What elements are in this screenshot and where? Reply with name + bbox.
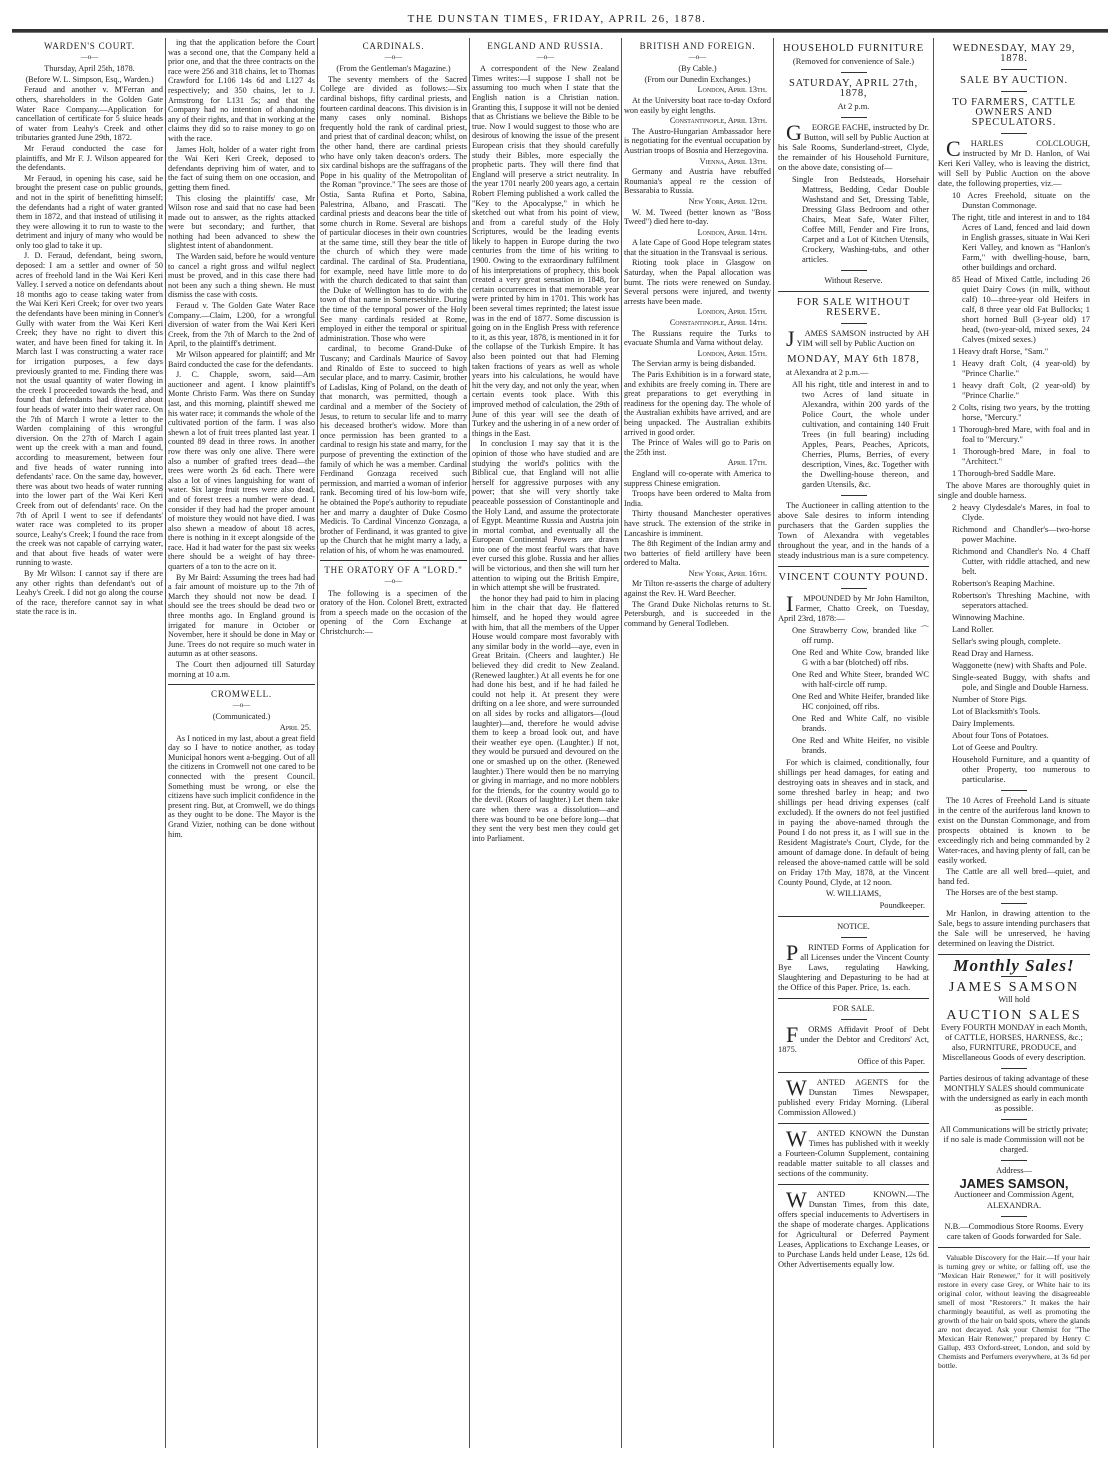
list-item: Richmond and Chandler's—two-horse power Machine. xyxy=(952,525,1090,544)
centered-line: ALEXANDRA. xyxy=(986,1201,1042,1210)
dateline: New York, April 12th. xyxy=(688,196,767,206)
list-item: Sellar's swing plough, complete. xyxy=(952,637,1061,646)
list-item: 1 Heavy draft Horse, "Sam." xyxy=(952,347,1049,356)
centered-line: (Before W. L. Simpson, Esq., Warden.) xyxy=(25,74,154,84)
dateline: London, April 13th. xyxy=(697,85,767,95)
separator: —o— xyxy=(80,52,99,61)
paragraph: Mr Tilton re-asserts the charge of adultery against the Rev. H. Ward Beecher. xyxy=(624,579,771,599)
list-item: One Red and White Heifer, branded like HC conjoined, off ribs. xyxy=(792,692,929,711)
centered-line: (Removed for convenience of Sale.) xyxy=(792,57,915,66)
paragraph: For which is claimed, conditionally, four shillings per head damages, for eating and destroying oats in sheaves and in stack, and some threshed barley in heap; and two shillings per head driving expenses (calf excluded). If the owners do not feel justified in paying the above-named through the Pound I do not press it, as I will sue in the Resident Magistrate's Court, Clyde, for the amount of damage done. In default of being released the above-named cattle will be sold on Friday 17th May, 1878, at the Vincent County Pound, Clyde, at 12 noon. xyxy=(778,758,929,887)
list-item: 1 Heavy draft Colt, (4 year-old) by "Prince Charlie." xyxy=(952,359,1090,378)
centered-line: Thursday, April 25th, 1878. xyxy=(44,64,135,74)
ad-heading: WEDNESDAY, MAY 29, 1878. xyxy=(952,43,1076,64)
list-item: 2 Colts, rising two years, by the trotting horse, "Mercury." xyxy=(952,403,1090,422)
short-rule xyxy=(841,495,867,496)
centered-line: (By Cable.) xyxy=(678,64,717,74)
centered-line: NOTICE. xyxy=(837,922,870,931)
drop-cap-paragraph: IMPOUNDED by Mr John Hamilton, Farmer, Chatto Creek, on Tuesday, April 23rd, 1878:— xyxy=(778,591,929,623)
paragraph: Mr Feraud conducted the case for plaintiffs, and Mr F. J. Wilson appeared for the defendants. xyxy=(16,143,163,173)
dateline: New York, April 16th. xyxy=(688,568,767,578)
list-item: Single Iron Bedsteads, Horsehair Mattress, Bedding, Cedar Double Washstand and Set, Dressing Table, Dressing Glass Bedroom and other Chairs, Meat Safe, Water Filter, Coffee Mill, Fender and Fire Irons, Carpet and a Lot of Kitchen Utensils, Crockery, Washing-tubs, and other articles. xyxy=(792,175,929,264)
centered-line: (From the Gentleman's Magazine.) xyxy=(336,64,451,74)
newspaper-page xyxy=(14,38,1110,1448)
paragraph: The Paris Exhibition is in a forward state, and exhibits are freely coming in. There are great preparations to get everything in readiness for the opening day. The whole of the Australian exhibits have arrived, and are being unpacked. The Australian exhibits arrived in good order. xyxy=(624,370,771,437)
paragraph: By Mr Baird: Assuming the trees had had a fair amount of moisture up to the 7th of March they should not now be dead. I should see the trees should be dead two or three months ago. In England ground is irrigated for manure in October or November, here it should be done in May or June. Trees do not require so much water in autumn as at other seasons. xyxy=(168,572,315,659)
separator: —o— xyxy=(688,52,707,61)
paragraph: the honor they had paid to him in placing him in the chair that day. He flattered himself, and he hoped they would agree with him, that all the members of the Upper House would compare most favorably with any similar body in the world—aye, even in Great Britain. (Cheers and laughter.) He believed they did credit to New Zealand. (Renewed laughter.) At all events he for one had done his best, and if he had failed he could not help it. At present they were drifting on a lee shore, and were surrounded on all sides by rocks and alligators—(loud laughter)—and, therefore he would advise them to keep a broad look out, and have their weather eye open. (Laughter.) If not, they would be pursued and devoured on the one or smashed up on the other. (Renewed laughter.) There would then be no marrying or giving in marriage, and no more nobblers for the friends, for the country would go to the devil. (Roars of laughter.) Let them take care when there was a dissolution—and there was bound to be one before long—that they sent the very best men they could get into Parliament. xyxy=(472,593,619,843)
paragraph: England will co-operate with America to suppress Chinese emigration. xyxy=(624,468,771,488)
paragraph: Mr Hanlon, in drawing attention to the Sale, begs to assure intending purchasers that the Sale will be unreserved, he having determined on leaving the District. xyxy=(938,909,1090,948)
short-rule xyxy=(1001,1068,1027,1069)
article-heading: CARDINALS. xyxy=(362,41,425,51)
paragraph: Mr Feraud, in opening his case, said he brought the present case on public grounds, and not in the spirit of benefitting himself; the defendants had a right of water granted them in 1872, and that instead of utilising it they were allowing it to run to waste to the detriment and injury of many who would be only too glad to take it up. xyxy=(16,173,163,250)
paragraph: The above Mares are thoroughly quiet in single and double harness. xyxy=(938,481,1090,500)
centered-line: All Communications will be strictly private; if no sale is made Commission will not be charged. xyxy=(939,1125,1089,1154)
list-item: Single-seated Buggy, with shafts and pole, and Single and Double Harness. xyxy=(952,673,1090,692)
separator: —o— xyxy=(384,577,403,586)
news-column xyxy=(470,38,622,1448)
paragraph: The Court then adjourned till Saturday morning at 10 a.m. xyxy=(168,660,315,679)
centered-line: N.B.—Commodious Store Rooms. Every care taken of Goods forwarded for Sale. xyxy=(944,1222,1084,1241)
short-rule xyxy=(1001,1160,1027,1161)
article-heading: BRITISH AND FOREIGN. xyxy=(639,41,756,51)
paragraph: The Cattle are all well bred—quiet, and hand fed. xyxy=(938,867,1090,886)
drop-cap-paragraph: FORMS Affidavit Proof of Debt under the Debtor and Creditors' Act, 1875. xyxy=(778,1022,929,1054)
short-rule xyxy=(1001,1216,1027,1217)
paragraph: The Warden said, before he would venture to cancel a right gross and wilful neglect must be proved, and in this case there had not been any such a thing shewn. He must dismiss the case with costs. xyxy=(168,252,316,300)
list-item: All his right, title and interest in and to two Acres of land situate in Alexandra, within 200 yards of the Police Court, the whole under cultivation, and containing 140 Fruit Trees (in full bearing) including Apples, Pears, Peaches, Apricots, Cherries, Plums, Berries, of every description, Vines, &c. Together with the Dwelling-house thereon, and garden Utensils, &c. xyxy=(792,380,929,489)
paragraph: The 8th Regiment of the Indian army and two batteries of field artillery have been ordered to Malta. xyxy=(624,539,771,568)
ad-heading: HOUSEHOLD FURNITURE xyxy=(783,43,924,54)
drop-cap-paragraph: WANTED KNOWN.—The Dunstan Times, from this date, offers special inducements to Advertisers in the shape of moderate charges. Applications for Agricultural or Deferred Payment Leases, Applications to Exchange Leases, or to Purchase Lands held under Lease, 12s 6d. Other Advertisements equally low. xyxy=(778,1187,929,1269)
drop-cap-paragraph: CHARLES COLCLOUGH, instructed by Mr D. Hanlon, of Wai Keri Keri Valley, who is leaving the district, will Sell by Public Auction on the above date, the following properties, viz.— xyxy=(938,136,1090,188)
list-item: One Strawberry Cow, branded like ⌒ off rump. xyxy=(792,626,929,645)
centered-line: Address— xyxy=(996,1166,1032,1175)
short-rule xyxy=(1001,1119,1027,1120)
paragraph: Troops have been ordered to Malta from India. xyxy=(624,489,771,508)
ad-heading: MONDAY, MAY 6th 1878, xyxy=(787,354,920,365)
list-item: One Red and White Calf, no visible brands. xyxy=(792,714,929,733)
paragraph: The Russians require the Turks to evacuate Shumla and Varna without delay. xyxy=(624,328,771,348)
separator: —o— xyxy=(536,52,555,61)
short-rule xyxy=(1001,133,1027,134)
short-rule xyxy=(841,588,867,589)
news-column xyxy=(318,38,470,1448)
paragraph: The seventy members of the Sacred College are divided as follows:—Six cardinal bishops, fifty cardinal priests, and fourteen cardinal deacons. This division is in many cases only nominal. Bishops frequently hold the rank of cardinal priest, and priest that of cardinal deacon; whilst, on the other hand, there are cardinal priests who have only taken deacon's orders. The six cardinal bishops are the suffragans of the Pope in his quality of the Metropolitan of the Roman "province." The sees are those of Ostia, Santa Rufina et Porto, Sabina, Palestrina, Albano, and Frascati. The cardinal priests and deacons bear the title of some church in Rome. Several are bishops of particular dioceses in their own countries at the same time, still they bear the title of the church of which they were made cardinal. The cardinal of Sta. Prudentiana, for example, need have little more to do with the church dedicated to that saint than the Duke of Wellington has to do with the town of that name in Somersetshire. During the time of the temporal power of the Holy See many cardinals resided at Rome, employed in either the temporal or spiritual administration. Those who were xyxy=(320,74,467,343)
paragraph: Rioting took place in Glasgow on Saturday, when the Papal allocation was burnt. The riots were renewed on Sunday. Several persons were injured, and twenty arrests have been made. xyxy=(624,258,771,306)
short-rule xyxy=(841,270,867,271)
paragraph: J. C. Chapple, sworn, said—Am auctioneer and agent. I know plaintiff's Monte Christo Farm. Was there on Sunday last, and this morning, plaintiff shewed me his water race; it commands the whole of the cultivated portion of the farm. I was also shewn a lot of fruit trees planted last year. I counted 89 dead in three rows. In another row there was only one alive. There were also a number of grafted trees dead—the trees were worth 2s 6d each. There were also a lot of vines languishing for want of water. Six large fruit trees were also dead, and of forest trees a number were dead. I consider if they had had the proper amount of moisture they would not have died. I was also shewn a meadow of about 18 acres, there is nothing in it except alongside of the race. Had it had water for the past six weeks there should be a weight of hay three-quarters of a ton to the acre on it. xyxy=(168,370,315,572)
paragraph: The following is a specimen of the oratory of the Hon. Colonel Brett, extracted from a speech made on the occasion of the opening of the Corn Exchange at Christchurch:— xyxy=(320,588,467,637)
dateline: April 17th. xyxy=(727,458,767,468)
list-item: One Red and White Cow, branded like G with a bar (blotched) off ribs. xyxy=(792,648,929,667)
ad-title: JAMES SAMSON xyxy=(948,980,1080,995)
paragraph: The Auctioneer in calling attention to the above Sale desires to inform intending purchasers that the Garden supplies the Town of Alexandra with vegetables throughout the year, and in the hands of a steady industrious man is a sure competency. xyxy=(778,501,929,560)
short-rule xyxy=(841,117,867,118)
separator: —o— xyxy=(232,700,251,709)
short-rule xyxy=(841,72,867,73)
ad-banner: Monthly Sales! xyxy=(953,956,1075,975)
centered-line: FOR SALE. xyxy=(832,1004,875,1013)
list-item: About four Tons of Potatoes. xyxy=(952,731,1049,740)
paragraph: The Prince of Wales will go to Paris on the 25th inst. xyxy=(624,438,771,457)
article-heading: ENGLAND AND RUSSIA. xyxy=(487,41,604,51)
paragraph: As I noticed in my last, about a great field day so I have to notice another, as today Municipal honors went a-begging. Out of all the citizens in Cromwell not one cared to be connected with the present Council. Something must be wrong, or else the citizens have such implicit confidence in the present ring. But, at Cromwell, we do things as they ought to be done. The Mayor is the Grand Vizier, nothing can be done without him. xyxy=(168,733,315,839)
paragraph: Mr Wilson appeared for plaintiff; and Mr Baird conducted the case for the defendants. xyxy=(168,350,315,369)
paragraph: Germany and Austria have rebuffed Roumania's appeal re the cession of Bessarabia to Russia. xyxy=(624,167,771,196)
short-rule xyxy=(1001,976,1027,977)
drop-cap-paragraph: PRINTED Forms of Application for all Licenses under the Vincent County Bye Laws, regulating Hawking, Slaughtering and Depasturing to be had at the Office of this Paper. Price, 1s. each. xyxy=(778,940,929,992)
paragraph: A correspondent of the New Zealand Times writes:—I suppose I shall not be assuming too much when I state that the English nation is a Christian nation. Granting this, I suppose it will not be denied that as Christians we believe the Bible to be true. Now I would suggest to those who are desirous of knowing the issue of the present European crisis that they should carefully study their Bibles, more especially the prophetic parts. They will there find that England will preserve a strict neutrality. In the year 1701 nearly 200 years ago, a certain Robert Fleming published a work called the "Key to the Apocalypse," in which he sketched out what from his point of view, and from a careful study of the Holy Scriptures, would be the leading events likely to happen in Europe during the two centuries from the time of his writing to 1900. Owing to the extraordinary fulfilment of his interpretations of prophecy, this book created a very great sensation in 1848, for certain occurrences in that memorable year were printed by him in 1701. This work has been several times reprinted; the latest issue was in the end of 1877. Some discussion is going on in the English Press with reference to it, as this year, 1878, is mentioned in it for the collapse of the Turkish Empire. It has also been pointed out that had Fleming taken fractions of years as well as whole years into his calculations, he would have hit the very day, and not only the year, when certain events took place. With this improved method of calculation, the 29th of June of this year will see the death of Turkey and the ushering in of a new order of things in the East. xyxy=(472,64,619,438)
drop-cap-paragraph: WANTED KNOWN the Dunstan Times has published with it weekly a Fourteen-Column Supplement, containing readable matter suitable to all classes and sections of the community. xyxy=(778,1126,929,1178)
dateline: April 25. xyxy=(279,722,311,732)
list-item: Robertson's Reaping Machine. xyxy=(952,579,1055,588)
column-rule xyxy=(778,916,929,917)
column-rule xyxy=(938,1247,1090,1248)
short-rule xyxy=(1001,91,1027,92)
list-item: 1 Thorough-bred Mare, with foal and in foal to "Mercury." xyxy=(952,425,1090,444)
list-item: 2 heavy Clydesdale's Mares, in foal to Clyde. xyxy=(952,503,1090,522)
centered-line: Every FOURTH MONDAY in each Month, of CATTLE, HORSES, HARNESS, &c.; also, FURNITURE, PRODUCE, and Miscellaneous Goods of every description. xyxy=(940,1023,1088,1062)
list-item: 1 Thorough-bred Mare, in foal to "Architect." xyxy=(952,447,1090,466)
paragraph: In conclusion I may say that it is the opinion of those who have studied and are studying the world's politics with the Biblical cue, that England will not allie herself for aggressive purposes with any power; that she will very shortly take peaceable possession of Constantinople and the Holy Land, and assume the protectorate of Egypt. Meantime Russia and Austria join in mortal combat, and eventually all the European Continental Powers are drawn into one of the most fearful wars that have ever cursed this globe. Russia and her allies will be victorious, and then she will turn her attention to wiping out the British Empire, in which attempt she will be frustrated. xyxy=(472,439,619,593)
paragraph: The Grand Duke Nicholas returns to St. Petersburgh, and is succeeded in the command by General Todleben. xyxy=(624,599,771,628)
dateline: London, April 15th. xyxy=(697,307,767,317)
dateline: Constantinople, April 14th. xyxy=(669,318,767,328)
signature: Poundkeeper. xyxy=(879,901,925,910)
centered-line: Without Reserve. xyxy=(824,276,883,285)
column-rule xyxy=(778,291,929,292)
centered-line: (Communicated.) xyxy=(212,712,271,722)
dateline: Constantinople, April 13th. xyxy=(669,116,767,126)
column-rule xyxy=(320,560,467,561)
paragraph: Feraud and another v. M'Ferran and others, shareholders in the Golden Gate Water Race Company.—Application for cancellation of certificate for 5 sluice heads of water from Leahy's Creek and other tributaries granted June 29th, 1872. xyxy=(16,85,163,143)
centered-line: Parties desirous of taking advantage of these MONTHLY SALES should communicate with the undersigned as early in each month as possible. xyxy=(939,1074,1089,1113)
column-rule xyxy=(778,1123,929,1124)
drop-cap-paragraph: GEORGE FACHE, instructed by Dr. Button, will sell by Public Auction at his Sale Rooms, Sunderland-street, Clyde, the remainder of his Household Furniture, on the above date, consisting of— xyxy=(778,120,929,172)
paragraph: This closing the plaintiffs' case, Mr Wilson rose and said that no case had been made out to answer, as the rights attacked were but secondary; and further, that nothing had been advanced to shew the slightest intent of abandonment. xyxy=(168,193,315,251)
short-rule xyxy=(841,323,867,324)
ad-heading: VINCENT COUNTY POUND. xyxy=(778,572,929,583)
paragraph: ing that the application before the Court was a second one, that the Company held a prior one, and that the three contracts on the race were 256 and 318 chains, let to Thomas Crawford for L106 14s 6d and L127 4s respectively; and 350 chains, let to J. Armstrong for L131 5s; and that the Company had no intention of abandoning any of their rights, and that in working at the claims they did so to raise money to go on with the race. xyxy=(168,38,315,143)
short-rule xyxy=(1001,903,1027,904)
list-item: Robertson's Threshing Machine, with seperators attached. xyxy=(952,591,1090,610)
paragraph: Feraud v. The Golden Gate Water Race Company.—Claim, L200, for a wrongful diversion of water from the Wai Keri Keri Creek, from the 7th of March to the 2nd of April, to the plaintiff's detriment. xyxy=(168,301,315,349)
paragraph: James Holt, holder of a water right from the Wai Keri Keri Creek, deposed to defendants depriving him of water, and to the fact of suing them on one occasion, and getting them fined. xyxy=(168,144,315,192)
ad-heading: SATURDAY, APRIL 27th, 1878, xyxy=(788,78,919,99)
drop-cap-paragraph: JAMES SAMSON instructed by AH YIM will sell by Public Auction on xyxy=(786,326,929,351)
column-rule xyxy=(778,998,929,999)
dateline: London, April 15th. xyxy=(697,348,767,358)
paragraph: at Alexandra at 2 p.m.— xyxy=(786,368,869,377)
dateline: London, April 14th. xyxy=(697,227,767,237)
masthead: THE DUNSTAN TIMES, FRIDAY, APRIL 26, 1878. xyxy=(407,13,707,25)
short-rule xyxy=(1001,69,1027,70)
list-item: 1 Thorough-bred Saddle Mare. xyxy=(952,469,1056,478)
ad-heading: SALE BY AUCTION. xyxy=(960,75,1068,86)
paragraph: J. D. Feraud, defendant, being sworn, deposed: I am a settler and owner of 50 acres of freehold land in the Wai Keri Keri Valley. I served a notice on defendants about 18 months ago to cease taking water from the Wai Keri Keri Creek; for over two years the defendants have been mining in Conner's Gully with water from the Wai Keri Keri Creek; they have no right to divert this water, and have been fined for taking it. In March last I was constructing a water race for irrigation purposes, a few days previously granted to me. Finding there was not the usual quantity of water flowing in the creek I proceeded towards the head, and found that defendants had diverted about four heads of water into their water race. On the 7th of March I wrote a letter to the Warden complaining of this wrongful diversion. On the 27th of March I again went up the creek with a man and found, according to measurement, between four and five heads of water running into defendants' race. On the same day, however, there was about two heads of water running into the lower part of the Wai Keri Keri Creek from out of defendants' race. On the 7th of April I went to see if defendants' water race was completed to its proper source, Leahy's Creek; I found the race from the creek was not capable of carrying water, and that about five heads of water were running to waste. xyxy=(16,251,163,568)
column-rule xyxy=(778,1184,929,1185)
paragraph: Thirty thousand Manchester operatives have struck. The extension of the strike in Lancashire is imminent. xyxy=(624,509,771,538)
list-item: The right, title and interest in and to 184 Acres of Land, fenced and laid down in English grasses, situate in Wai Keri Keri Valley, and known as "Hanlon's Farm," with dwelling-house, barn, other buildings and orchard. xyxy=(952,213,1090,272)
advertisement-column xyxy=(934,38,1094,1448)
advertisement-column xyxy=(774,38,934,1448)
list-item: Waggonette (new) with Shafts and Pole. xyxy=(952,661,1087,670)
list-item: Richmond and Chandler's No. 4 Chaff Cutter, with riddle attached, and new belt. xyxy=(952,547,1090,576)
list-item: One Red and White Steer, branded WC with half-circle off rump. xyxy=(792,670,929,689)
news-column xyxy=(622,38,774,1448)
centered-line: (From our Dunedin Exchanges.) xyxy=(644,74,751,84)
short-rule xyxy=(1001,790,1027,791)
separator: —o— xyxy=(384,52,403,61)
signature: Office of this Paper. xyxy=(857,1057,925,1066)
paragraph: The 10 Acres of Freehold Land is situate in the centre of the auriferous land known to exist on the Dunstan Commonage, and from prospects obtained is known to be exceedingly rich and being commanded by 2 Water-races, and having plenty of fall, can be easily worked. xyxy=(938,796,1090,865)
article-heading: WARDEN'S COURT. xyxy=(44,41,135,51)
short-rule xyxy=(841,937,867,938)
column-rule xyxy=(778,566,929,567)
list-item: Read Dray and Harness. xyxy=(952,649,1034,658)
paragraph: The Horses are of the best stamp. xyxy=(946,888,1058,897)
column-rule xyxy=(938,954,1090,955)
list-item: Household Furniture, and a quantity of other Property, too numerous to particularise. xyxy=(952,755,1090,784)
centered-line: Auctioneer and Commission Agent, xyxy=(953,1190,1075,1199)
drop-cap-paragraph: WANTED AGENTS for the Dunstan Times Newspaper, published every Friday Morning. (Liberal Commission Allowed.) xyxy=(778,1075,929,1117)
paragraph: The Austro-Hungarian Ambassador here is negotiating for the eventual occupation by Austrian troops of Bosnia and Herzegovina. xyxy=(624,126,771,155)
column-rule xyxy=(778,1072,929,1073)
news-column xyxy=(14,38,166,1448)
list-item: Lot of Geese and Poultry. xyxy=(952,743,1038,752)
paragraph: A late Cape of Good Hope telegram states that the situation in the Transvaal is serious. xyxy=(624,238,771,257)
list-item: One Red and White Heifer, no visible brands. xyxy=(792,736,929,755)
list-item: 85 Head of Mixed Cattle, including 26 quiet Dairy Cows (in milk, without calf) 10—three-year old Heifers in calf, 8 three year old Fat Bullocks; 1 short horned Bull (3-year old) 17 head, (two-year-old, mixed sexes, 24 Calves (mixed sexes.) xyxy=(952,275,1090,344)
dateline: Vienna, April 13th. xyxy=(699,156,767,166)
news-column xyxy=(166,38,318,1448)
article-heading: THE ORATORY OF A "LORD." xyxy=(324,565,463,576)
list-item: 10 Acres Freehold, situate on the Dunstan Commonage. xyxy=(952,191,1090,210)
paragraph: W. M. Tweed (better known as "Boss Tweed") died here to-day. xyxy=(624,207,771,227)
article-heading: CROMWELL. xyxy=(211,689,272,700)
short-rule xyxy=(841,1019,867,1020)
paragraph: By Mr Wilson: I cannot say if there are any other rights than defendant's out of Leahy's Creek. I did not go along the course of the race, therefore cannot say in what state the race is in. xyxy=(16,569,163,617)
centered-line: Will hold xyxy=(998,995,1030,1004)
list-item: Lot of Blacksmith's Tools. xyxy=(952,707,1041,716)
list-item: Land Roller. xyxy=(952,625,994,634)
ad-title: AUCTION SALES xyxy=(946,1008,1082,1023)
paragraph: At the University boat race to-day Oxford won easily by eight lengths. xyxy=(624,95,771,115)
ad-heading: FOR SALE WITHOUT RESERVE. xyxy=(796,297,911,318)
small-paragraph: Valuable Discovery for the Hair.—If your hair is turning grey or white, or falling off, use the "Mexican Hair Renewer," for it will positively restore in every case Grey, or White hair to its original color, without leaving the disagreeable smell of most "Restorers." It makes the hair charmingly beautiful, as well as promoting the growth of the hair on bald spots, where the glands are not decayed. Ask your Chemist for "The Mexican Hair Renewer," prepared by Henry C Gallup, 493 Oxford-street, London, and sold by Chemists and Perfumers everywhere, at 3s 6d per bottle. xyxy=(938,1253,1090,1370)
centered-line: W. WILLIAMS, xyxy=(825,889,882,898)
list-item: 1 heavy draft Colt, (2 year-old) by "Prince Charlie." xyxy=(952,381,1090,400)
column-rule xyxy=(168,684,315,685)
ad-name: JAMES SAMSON, xyxy=(959,1176,1069,1191)
ad-heading: TO FARMERS, CATTLE OWNERS AND SPECULATORS. xyxy=(952,97,1076,128)
list-item: Winnowing Machine. xyxy=(952,613,1025,622)
list-item: Dairy Implements. xyxy=(952,719,1015,728)
masthead-rule xyxy=(12,29,1108,33)
list-item: Number of Store Pigs. xyxy=(952,695,1027,704)
centered-line: At 2 p.m. xyxy=(837,102,870,111)
paragraph: The Servian army is being disbanded. xyxy=(632,359,756,369)
paragraph: cardinal, to become Grand-Duke of Tuscany; and Cardinals Maurice of Savoy and Rinaldo of Este to succeed to high secular place, and to marry. Casimir, brother of Ladislas, King of Poland, on the death of that monarch, was permitted, though a cardinal and a member of the Society of Jesus, to return to secular life and to marry his deceased brother's widow. More than once permission has been granted to a cardinal to resign his state and marry, for the purpose of preventing the extinction of the family of which he was a member. Cardinal Ferdinand Gonzaga received such permission, and married a woman of inferior rank. Becoming tired of his low-born wife, he obtained the Pope's authority to repudiate her and marry a daughter of Duke Cosmo Medicis. To Cardinal Vincenzo Gonzaga, a brother of Ferdinand, it was granted to give up the Church that he might marry a lady, a relation of his, of whom he was enamoured. xyxy=(320,344,467,555)
